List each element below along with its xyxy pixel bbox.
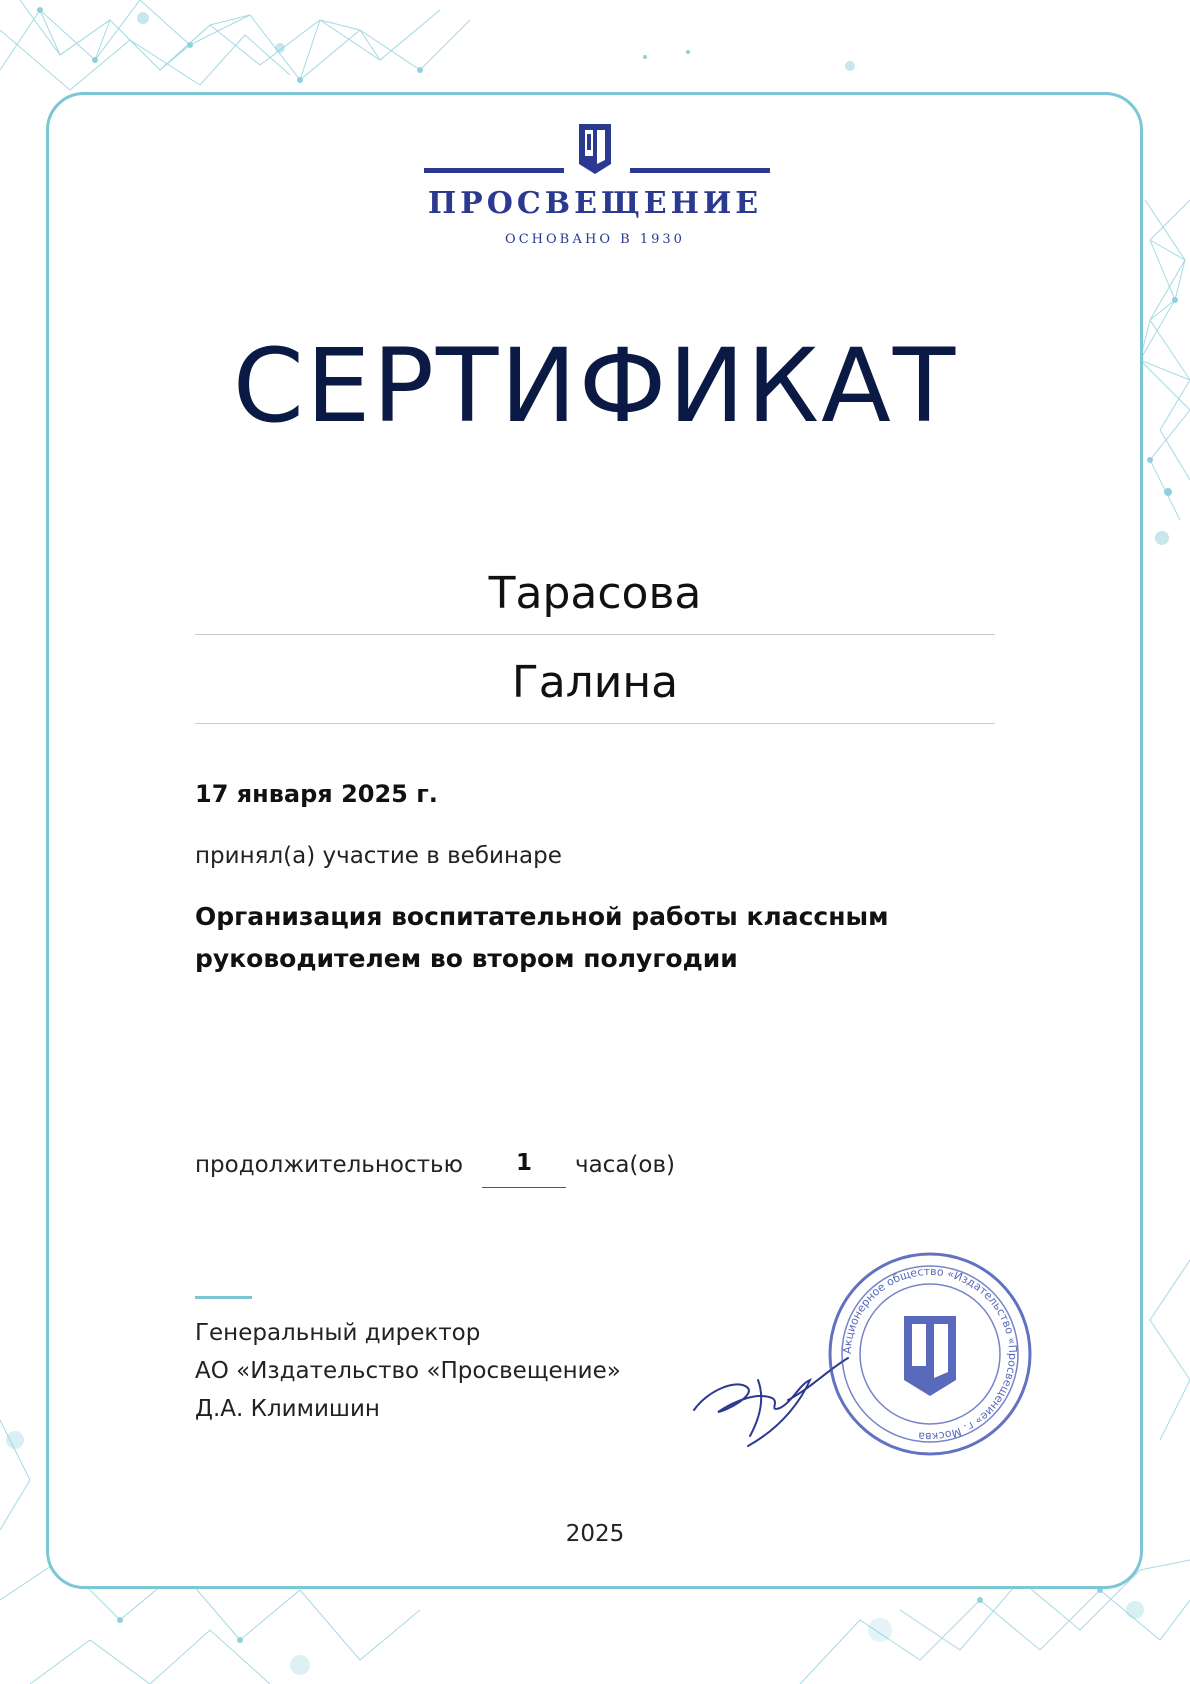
- duration-value: 1: [515, 1150, 532, 1176]
- duration-rule: [482, 1187, 566, 1188]
- surname-rule: [195, 634, 995, 635]
- stamp-text: Акционерное общество «Издательство «Просвещение» г. Москва: [840, 1264, 1020, 1444]
- certificate-title: СЕРТИФИКАТ: [232, 327, 958, 446]
- logo-subtitle: ОСНОВАНО В 1930: [505, 232, 685, 247]
- participation-text: принял(а) участие в вебинаре: [195, 843, 562, 869]
- publisher-logo: [420, 120, 770, 260]
- official-stamp: [824, 1248, 1036, 1460]
- certificate-date: 17 января 2025 г.: [195, 780, 438, 808]
- webinar-title: Организация воспитательной работы классным руководителем во втором полугодии: [195, 902, 889, 973]
- logo-rule-left: [424, 168, 564, 173]
- logo-rule-right: [630, 168, 770, 173]
- logo-emblem-icon: [575, 120, 615, 176]
- duration-label: продолжительностью: [195, 1152, 463, 1178]
- signatory-name: Д.А. Климишин: [195, 1396, 380, 1422]
- signatory-position: Генеральный директор: [195, 1320, 481, 1346]
- accent-bar: [195, 1296, 252, 1299]
- recipient-surname: Тарасова: [488, 568, 702, 619]
- first-name-rule: [195, 723, 995, 724]
- logo-name: ПРОСВЕЩЕНИЕ: [427, 186, 763, 221]
- recipient-first-name: Галина: [511, 657, 679, 708]
- certificate-year: 2025: [565, 1521, 625, 1547]
- signatory-organization: АО «Издательство «Просвещение»: [195, 1358, 621, 1384]
- duration-unit: часа(ов): [575, 1152, 675, 1178]
